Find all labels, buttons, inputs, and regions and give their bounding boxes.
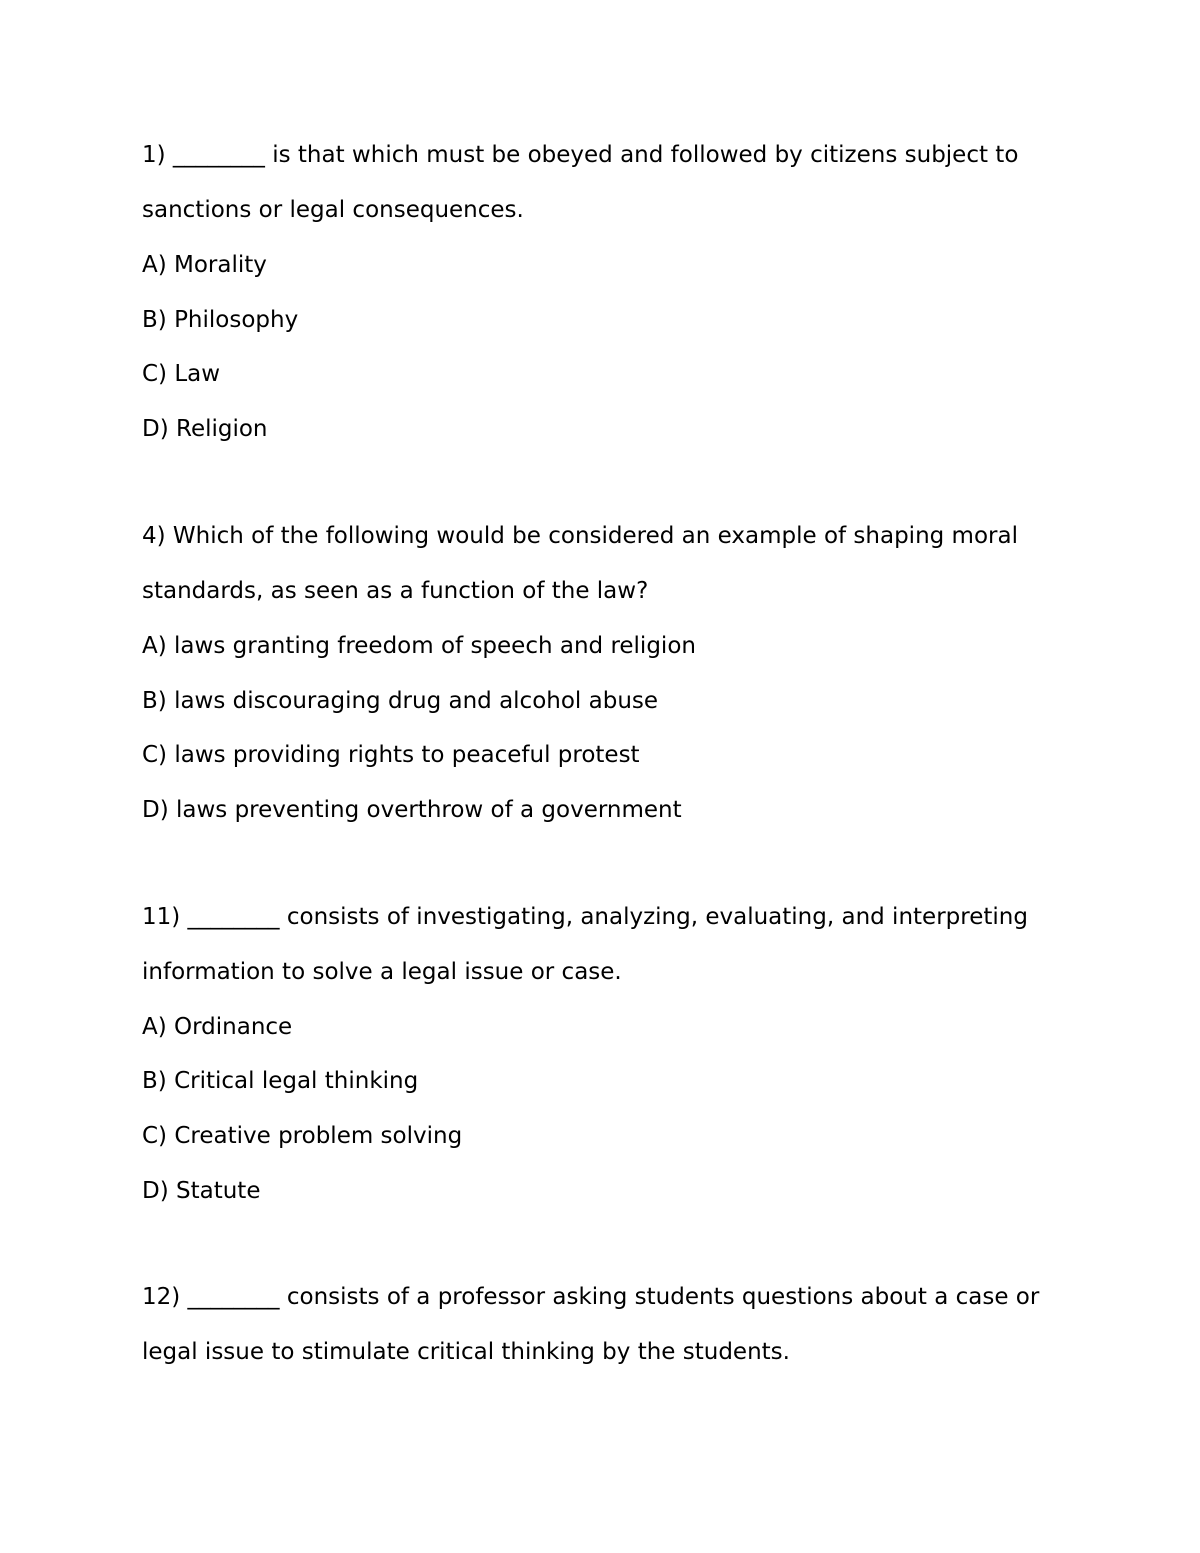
answer-options [142, 238, 1072, 457]
question-4 [142, 509, 1072, 838]
answer-option-d: D) Statute [142, 1177, 261, 1204]
question-11 [142, 890, 1072, 1219]
answer-option-d: D) Religion [142, 416, 268, 443]
question-12 [142, 1270, 1072, 1380]
question-stem: 4) Which of the following would be considered an example of shaping moral standards, as seen as a function of the law? [142, 522, 1018, 604]
answer-option-b: B) laws discouraging drug and alcohol abuse [142, 687, 659, 714]
answer-option-c: C) Law [142, 361, 221, 388]
question-1 [142, 128, 1072, 457]
answer-option-a: A) laws granting freedom of speech and religion [142, 632, 696, 659]
question-stem: 1) ________ is that which must be obeyed and followed by citizens subject to sanctions or legal consequences. [142, 142, 1019, 223]
question-stem: 11) ________ consists of investigating, analyzing, evaluating, and interpreting information to solve a legal issue or case. [142, 903, 1028, 985]
answer-option-c: C) Creative problem solving [142, 1123, 463, 1150]
answer-option-c: C) laws providing rights to peaceful protest [142, 742, 640, 769]
answer-option-a: A) Ordinance [142, 1013, 293, 1040]
answer-option-b: B) Critical legal thinking [142, 1068, 419, 1095]
answer-option-a: A) Morality [142, 252, 267, 278]
question-stem: 12) ________ consists of a professor asking students questions about a case or legal issue to stimulate critical thinking by the students. [142, 1284, 1040, 1366]
answer-options [142, 1000, 1072, 1219]
answer-option-b: B) Philosophy [142, 306, 299, 333]
document-page [142, 128, 1072, 1432]
answer-options [142, 619, 1072, 838]
answer-option-d: D) laws preventing overthrow of a government [142, 796, 682, 823]
